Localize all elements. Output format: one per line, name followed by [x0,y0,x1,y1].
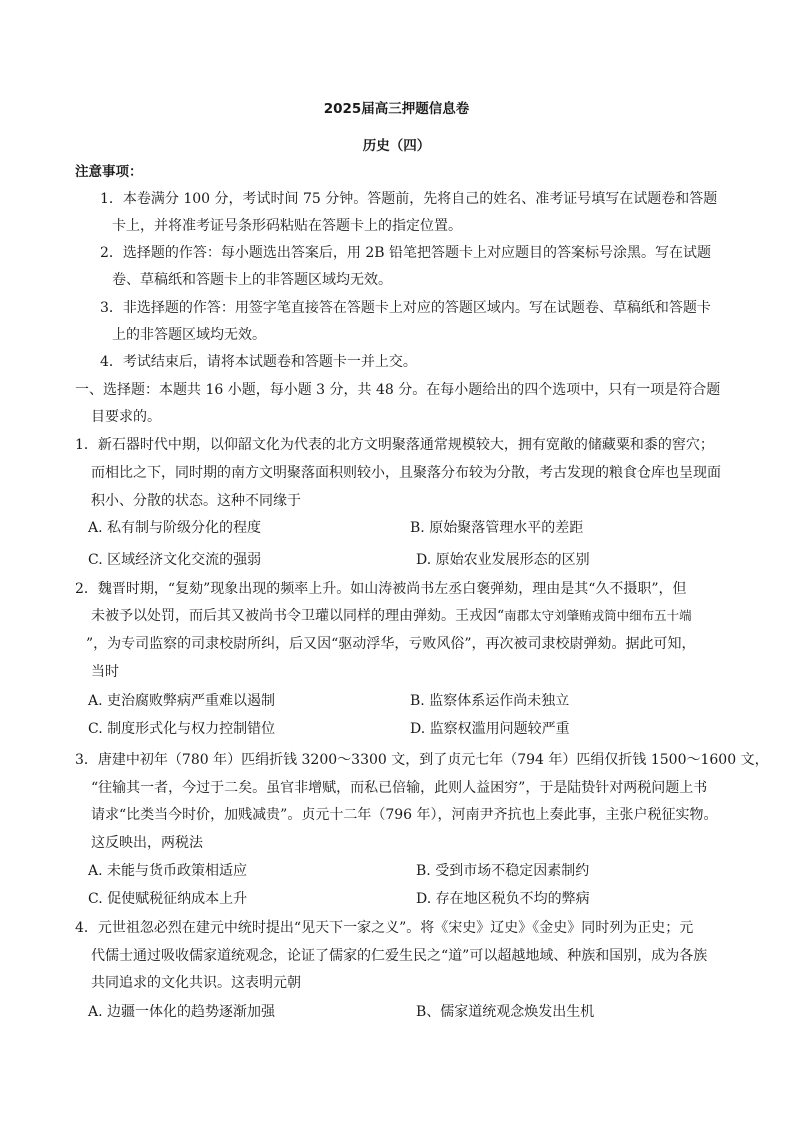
section-heading: 目要求的。 [91,409,161,425]
question-stem: 请求“比类当今时价，加贱减贵”。贞元十二年（796 年），河南尹齐抗也上奏此事，主张户税征实物。 [91,807,718,823]
question-stem: 4．元世祖忽必烈在建元中统时提出“见天下一家之义”。将《宋史》辽史》《金史》同时列为正史；元 [75,920,694,936]
note-line: 上的非答题区域均无效。 [112,327,266,343]
answer-option[interactable]: A. 私有制与阶级分化的程度 [88,520,262,536]
question-stem: 这反映出，两税法 [91,835,203,851]
question-stem: 积小、分散的状态。这种不同缘于 [91,493,301,509]
question-stem: 而相比之下，同时期的南方文明聚落面积则较小，且聚落分布较为分散，考古发现的粮食仓库也呈现面 [91,465,721,481]
answer-option[interactable]: B、儒家道统观念焕发出生机 [416,1004,595,1020]
answer-option[interactable]: A. 边疆一体化的趋势逐渐加强 [88,1004,276,1020]
question-stem: 共同追求的文化共识。这表明元朝 [91,975,301,991]
note-line: 1．本卷满分 100 分，考试时间 75 分钟。答题前，先将自己的姓名、准考证号填写在试题卷和答题 [100,191,718,207]
answer-option[interactable]: D. 监察权滥用问题较严重 [410,721,570,737]
answer-option[interactable]: C. 制度形式化与权力控制错位 [88,721,276,737]
answer-option[interactable]: B. 监察体系运作尚未独立 [410,693,570,709]
question-stem: 当时 [91,664,119,680]
note-line: 4．考试结束后，请将本试题卷和答题卡一并上交。 [100,354,417,370]
note-line: 卡上，并将准考证号条形码粘贴在答题卡上的指定位置。 [112,218,462,234]
answer-option[interactable]: A. 吏治腐败弊病严重难以遏制 [88,693,276,709]
question-stem: 3．唐建中初年（780 年）匹绢折钱 3200～3300 文，到了贞元七年（794 年）匹绢仅折钱 1500～1600 文， [75,752,769,768]
question-stem: 代儒士通过吸收儒家道统观念，论证了儒家的仁爱生民之“道”可以超越地域、种族和国别，成为各族 [91,948,708,964]
note-line: 卷、草稿纸和答题卡上的非答题区域均无效。 [112,272,392,288]
section-heading: 一、选择题：本题共 16 小题，每小题 3 分，共 48 分。在每小题给出的四个选项中，只有一项是符合题 [75,382,721,398]
note-line: 3．非选择题的作答：用签字笔直接答在答题卡上对应的答题区域内。写在试题卷、草稿纸和答题卡 [100,300,711,316]
question-stem [91,606,692,626]
question-stem: ”，为专司监察的司隶校尉所纠，后又因“驱动浮华，亏败风俗”，再次被司隶校尉弹劾。据此可知， [86,636,696,652]
exam-subtitle: 历史（四） [362,138,431,154]
question-stem: 1．新石器时代中期，以仰韶文化为代表的北方文明聚落通常规模较大，拥有宽敞的储藏粟和黍的窖穴； [75,437,714,453]
answer-option[interactable]: D. 存在地区税负不均的弊病 [416,891,590,907]
question-stem: “往输其一者，今过于二矣。虽官非增赋，而私已倍输，此则人益困穷”，于是陆贽针对两税问题上书 [91,780,708,796]
question-stem-text: 未被予以处罚，而后其又被尚书令卫瓘以同样的理由弹劾。王戎因“ [91,608,505,624]
exam-title: 2025届高三押题信息卷 [323,101,470,117]
answer-option[interactable]: C. 促使赋税征纳成本上升 [88,891,248,907]
notes-heading: 注意事项： [75,164,143,180]
note-line: 2．选择题的作答：每小题选出答案后，用 2B 铅笔把答题卡上对应题目的答案标号涂黑。写在试题 [100,245,712,261]
question-stem: 2．魏晋时期，“复劾”现象出现的频率上升。如山涛被尚书左丞白褒弹劾，理由是其“久不摄职”，但 [75,581,687,597]
answer-option[interactable]: B. 原始聚落管理水平的差距 [410,520,584,536]
answer-option[interactable]: C. 区域经济文化交流的强弱 [88,552,262,568]
question-quote: 南郡太守刘肇贿戎筒中细布五十端 [504,608,692,623]
answer-option[interactable]: B. 受到市场不稳定因素制约 [416,863,590,879]
answer-option[interactable]: A. 未能与货币政策相适应 [88,863,248,879]
answer-option[interactable]: D. 原始农业发展形态的区别 [416,552,590,568]
